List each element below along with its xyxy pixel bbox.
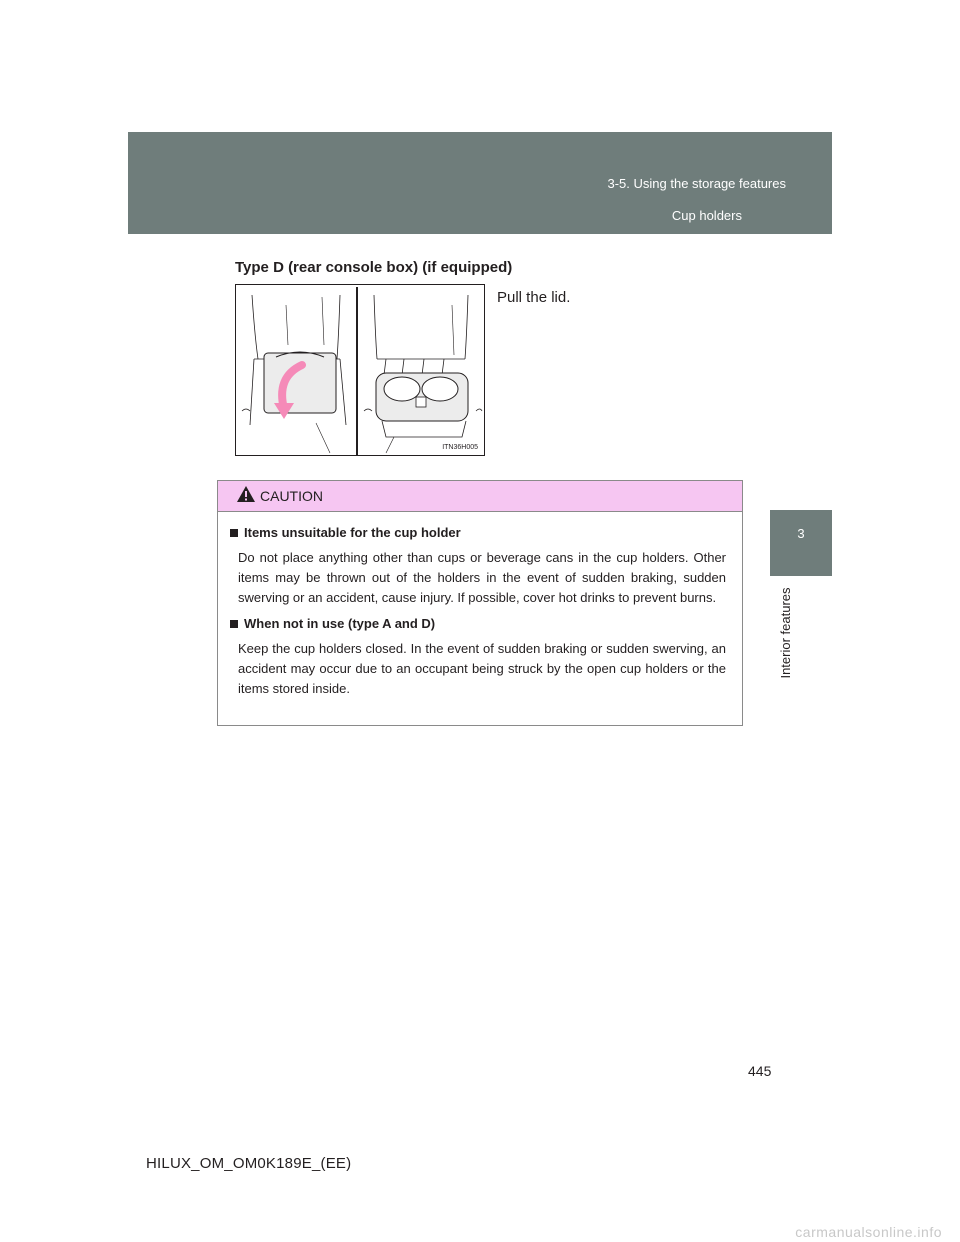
chapter-number: 3 — [797, 526, 805, 541]
console-illustration — [236, 285, 486, 457]
caution-title: CAUTION — [260, 488, 323, 504]
watermark: carmanualsonline.info — [795, 1224, 942, 1240]
document-code: HILUX_OM_OM0K189E_(EE) — [146, 1155, 352, 1172]
caution-header — [218, 481, 742, 512]
chapter-tab[interactable] — [770, 510, 832, 576]
caution-item-text: Do not place anything other than cups or beverage cans in the cup holders. Other items may be thrown out of the holders in the event of sudden braking, sudden swerving or an accident, cause injury. If possible, cover hot drinks to prevent burns. — [238, 550, 726, 605]
subheading: Type D (rear console box) (if equipped) — [235, 259, 513, 276]
bullet-square-icon — [230, 529, 238, 537]
caution-item-heading-text: Items unsuitable for the cup holder — [244, 525, 461, 540]
chapter-title-vertical — [776, 578, 800, 688]
step-instruction: Pull the lid. — [497, 289, 571, 306]
section-title: 3-5. Using the storage features — [607, 176, 786, 191]
page-number: 445 — [748, 1063, 772, 1079]
caution-item-text: Keep the cup holders closed. In the event of sudden braking or sudden swerving, an accident may occur due to an occupant being struck by the open cup holders or the items stored inside. — [238, 641, 726, 696]
warning-triangle-icon — [236, 485, 256, 503]
caution-item-heading — [230, 525, 726, 540]
topic-title: Cup holders — [671, 208, 742, 223]
chapter-title: Interior features — [778, 587, 793, 679]
figure-id: ITN36H005 — [442, 444, 478, 451]
header-band — [128, 132, 832, 234]
bullet-square-icon — [230, 620, 238, 628]
illustration — [235, 284, 485, 456]
caution-box — [217, 480, 743, 726]
caution-item-heading — [230, 616, 726, 631]
caution-item-heading-text: When not in use (type A and D) — [244, 616, 436, 631]
